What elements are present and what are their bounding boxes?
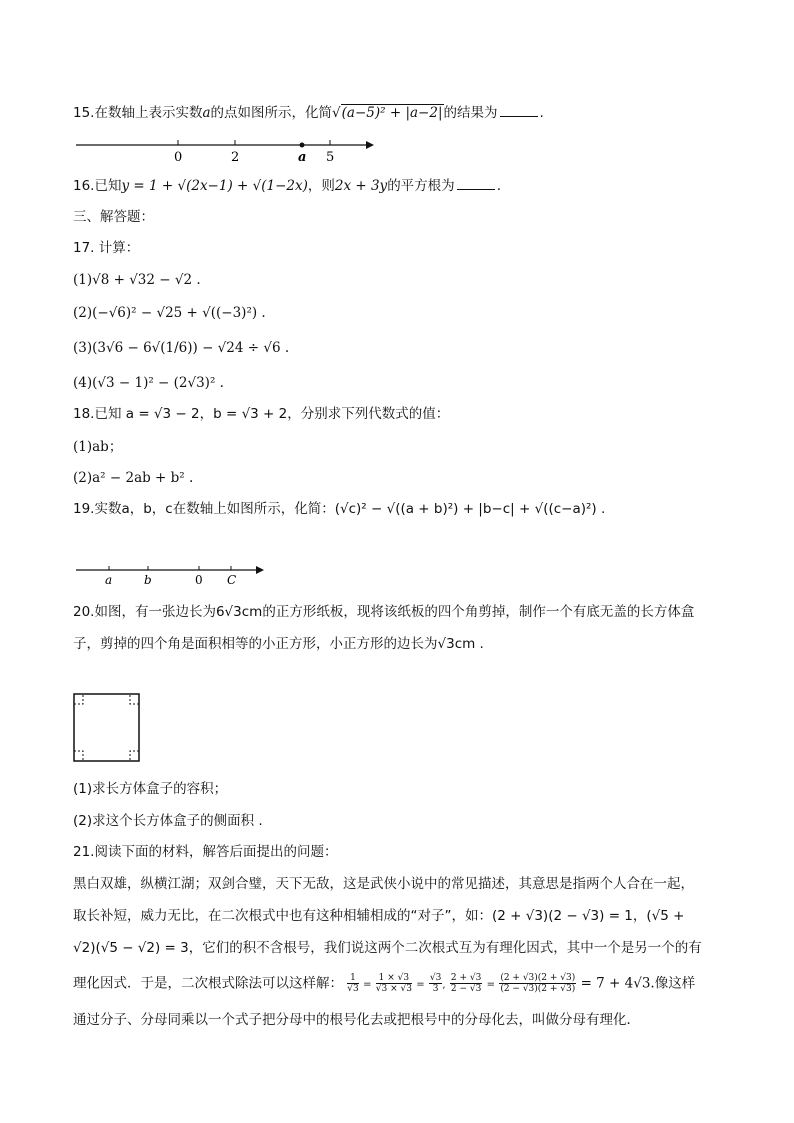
arrow-head	[256, 566, 264, 574]
q17-item-1: (1)√8 + √32 − √2 .	[73, 272, 201, 288]
axis-label-0: 0	[174, 150, 183, 165]
corner-top-left	[74, 694, 83, 704]
q21-para-line-4: 理化因式．于是，二次根式除法可以这样解： $\frac{1}{√3}$ = $\frac{1 \times √3}{√3 \times √3}$ = $\frac{√3}{3}$ , $\frac{2 + √3}{2 - √3}$ = $\frac{(2 + √3)(2 + √3)}{(2 - √3)(2 + √3)}$ = 7 + 4√3.像这样	[73, 973, 696, 994]
q17-item-2: (2)(−√6)² − √25 + √((−3)²) .	[73, 305, 266, 321]
q16-text-b: ，则	[307, 178, 335, 194]
q21-line4-result: = 7 + 4√3.像这样	[580, 975, 696, 992]
q21-para-line-2: 取长补短，威力无比，在二次根式中也有这种相辅相成的“对子”，如：(2 + √3)(2 − √3) = 1，(√5 +	[73, 908, 685, 924]
q20-item-1: (1)求长方体盒子的容积；	[73, 781, 228, 797]
axis-label-c: C	[227, 573, 237, 587]
corner-bottom-right	[130, 751, 139, 761]
q16-end: .	[496, 178, 501, 194]
q21-line4-text: 理化因式．于是，二次根式除法可以这样解：	[73, 975, 343, 992]
section-heading: 三、解答题：	[73, 209, 154, 225]
answer-blank	[500, 104, 538, 117]
q15-var-a: a	[202, 105, 211, 121]
q20-line-1: 20.如图，有一张边长为6√3cm的正方形纸板，现将该纸板的四个角剪掉，制作一个有底无盖的长方体盒	[73, 604, 695, 620]
q15-text-a: 在数轴上表示实数	[94, 105, 203, 121]
fraction-3: $\frac{√3}{3}$	[429, 973, 442, 994]
corner-bottom-left	[74, 751, 83, 761]
q21-title: 21.阅读下面的材料，解答后面提出的问题：	[73, 844, 338, 860]
q20-item-2: (2)求这个长方体盒子的侧面积 .	[73, 813, 263, 829]
q20-line-2: 子，剪掉的四个角是面积相等的小正方形，小正方形的边长为√3cm .	[73, 636, 484, 652]
paper-square	[74, 694, 139, 761]
q16-text-a: 已知	[94, 178, 122, 194]
axis-label-b: b	[144, 573, 152, 587]
corner-top-right	[130, 694, 139, 704]
q17-title: 17. 计算：	[73, 240, 140, 256]
fraction-1: $\frac{1}{√3}$	[347, 973, 359, 994]
axis-label-a: a	[105, 573, 113, 587]
axis-label-5: 5	[326, 150, 335, 165]
q16-expression: y = 1 + √(2x−1) + √(1−2x)	[121, 178, 308, 194]
arrow-head	[366, 141, 374, 149]
q16-text-c: 的平方根为	[387, 178, 455, 194]
axis-label-a: a	[298, 150, 307, 165]
axis-label-2: 2	[231, 150, 240, 165]
fraction-5: $\frac{(2 + √3)(2 + √3)}{(2 - √3)(2 + √3)}$	[500, 973, 576, 994]
q17-item-4: (4)(√3 − 1)² − (2√3)² .	[73, 375, 224, 391]
q21-para-line-1: 黑白双雄，纵横江湖；双剑合璧，天下无敌，这是武侠小说中的常见描述，其意思是指两个人合在一起，	[73, 876, 694, 892]
axis-label-0: 0	[195, 573, 203, 587]
q21-para-line-5: 通过分子、分母同乘以一个式子把分母中的根号化去或把根号中的分母化去，叫做分母有理化．	[73, 1012, 640, 1028]
q15-text-b: 的点如图所示，化简	[210, 105, 333, 121]
answer-blank	[457, 177, 495, 190]
q18-item-2: (2)a² − 2ab + b² .	[73, 470, 194, 486]
fraction-4: $\frac{2 + √3}{2 - √3}$	[450, 973, 482, 994]
q15-text-c: 的结果为	[443, 105, 498, 121]
q16-expression2: 2x + 3y	[334, 178, 388, 194]
q15-number-line	[76, 135, 376, 165]
q15-text	[73, 103, 544, 123]
q16-text	[73, 176, 501, 196]
point-a	[300, 143, 305, 148]
q19-number-line	[76, 560, 276, 590]
q18-item-1: (1)ab；	[73, 439, 123, 455]
q16-number: 16.	[73, 178, 95, 194]
q19-title: 19.实数a，b，c在数轴上如图所示，化简：(√c)² − √((a + b)²) + |b−c| + √((c−a)²) .	[73, 501, 606, 517]
q15-expression: √(a−5)² + |a−2|	[332, 105, 443, 121]
fraction-2: $\frac{1 \times √3}{√3 \times √3}$	[375, 973, 412, 994]
q15-number: 15.	[73, 105, 95, 121]
q20-square-figure	[73, 693, 141, 763]
q18-title: 18.已知 a = √3 − 2，b = √3 + 2，分别求下列代数式的值：	[73, 406, 450, 422]
q15-end: .	[539, 105, 544, 121]
q17-item-3: (3)(3√6 − 6√(1/6)) − √24 ÷ √6 .	[73, 340, 290, 356]
q21-para-line-3: √2)(√5 − √2) = 3，它们的积不含根号，我们说这两个二次根式互为有理化因式，其中一个是另一个的有	[73, 940, 702, 956]
